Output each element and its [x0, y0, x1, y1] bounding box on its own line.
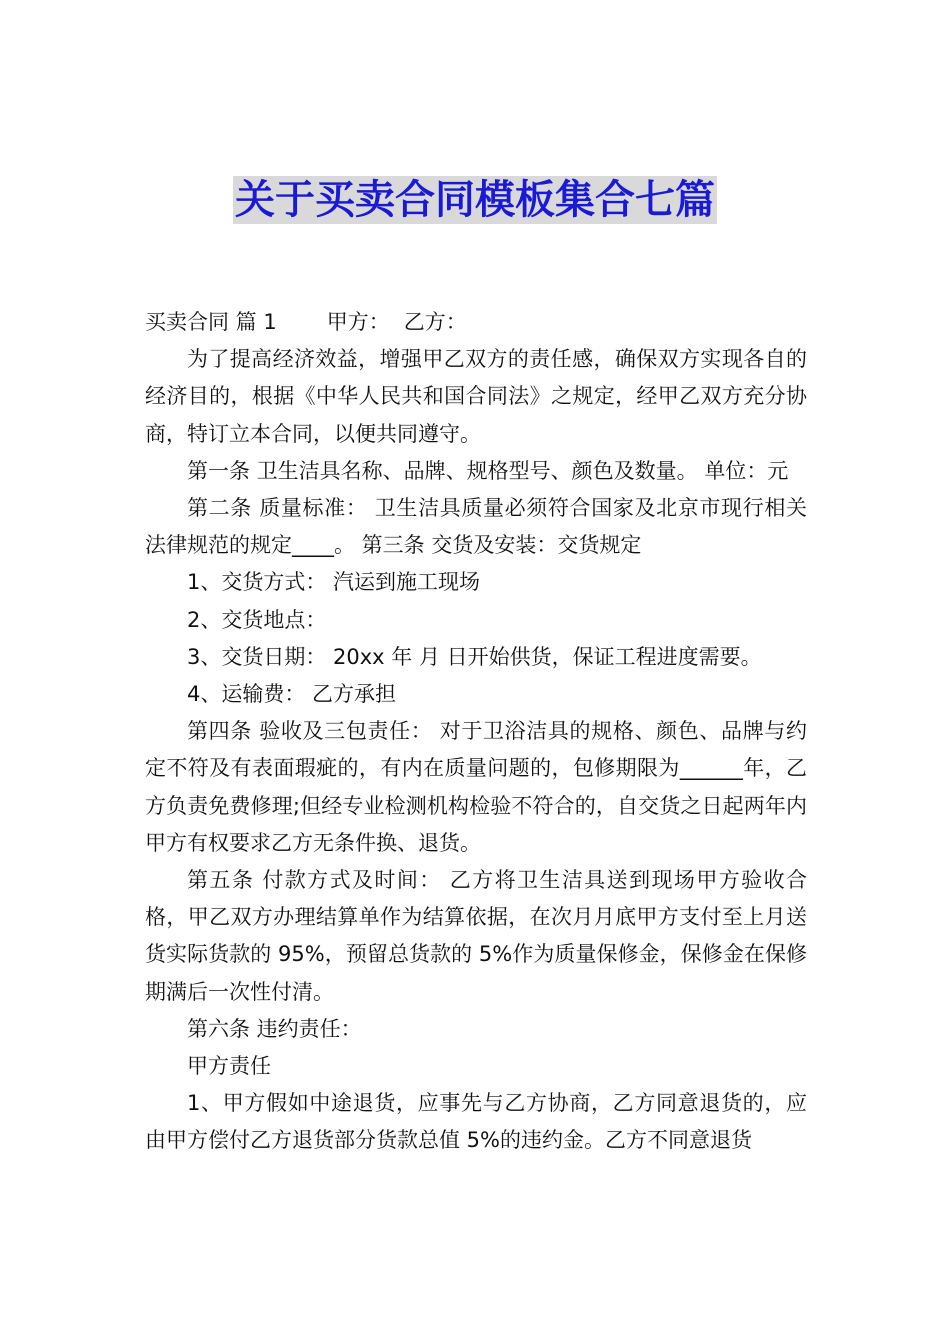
list-item-transport-fee: 4、运输费： 乙方承担: [187, 682, 397, 707]
party-a-label: 甲方：: [326, 310, 390, 334]
title-wrap: [0, 176, 950, 224]
list-item-delivery-date: 3、交货日期： 20xx 年 月 日开始供货，保证工程进度需要。: [187, 644, 762, 669]
party-b-label: 乙方：: [403, 310, 467, 334]
contract-number: 买卖合同 篇 1: [145, 310, 277, 334]
paragraph-article-5: 第五条 付款方式及时间： 乙方将卫生洁具送到现场甲方验收合格，甲乙双方办理结算单作为结算依据，在次月月底甲方支付至上月送货实际货款的 95%，预留总货款的 5%作为质量保修金，保修金在保修期满后一次性付清。: [145, 868, 807, 1004]
document-title: 关于买卖合同模板集合七篇: [235, 177, 715, 223]
paragraph-party-a-liability: 甲方责任: [187, 1054, 271, 1079]
paragraph-article-4: 第四条 验收及三包责任： 对于卫浴洁具的规格、颜色、品牌与约定不符及有表面瑕疵的，有内在质量问题的，包修期限为______年，乙方负责免费修理;但经专业检测机构检验不符合的，自交货之日起两年内甲方有权要求乙方无条件换、退货。: [145, 719, 807, 855]
document-body: [145, 304, 807, 1160]
paragraph-article-1: 第一条 卫生洁具名称、品牌、规格型号、颜色及数量。 单位：元: [187, 458, 789, 483]
contract-heading: [145, 304, 807, 341]
paragraph-liability-1: 1、甲方假如中途退货，应事先与乙方协商，乙方同意退货的，应由甲方偿付乙方退货部分货款总值 5%的违约金。乙方不同意退货: [145, 1091, 807, 1153]
paragraph-article-2: 第二条 质量标准： 卫生洁具质量必须符合国家及北京市现行相关法律规范的规定____。 第三条 交货及安装：交货规定: [145, 496, 807, 558]
list-item-delivery-method: 1、交货方式： 汽运到施工现场: [187, 570, 481, 595]
paragraph-preamble: 为了提高经济效益，增强甲乙双方的责任感，确保双方实现各自的经济目的，根据《中华人民共和国合同法》之规定，经甲乙双方充分协商，特订立本合同，以便共同遵守。: [145, 347, 807, 446]
paragraph-article-6: 第六条 违约责任：: [187, 1016, 362, 1041]
list-item-delivery-location: 2、交货地点：: [187, 607, 327, 632]
